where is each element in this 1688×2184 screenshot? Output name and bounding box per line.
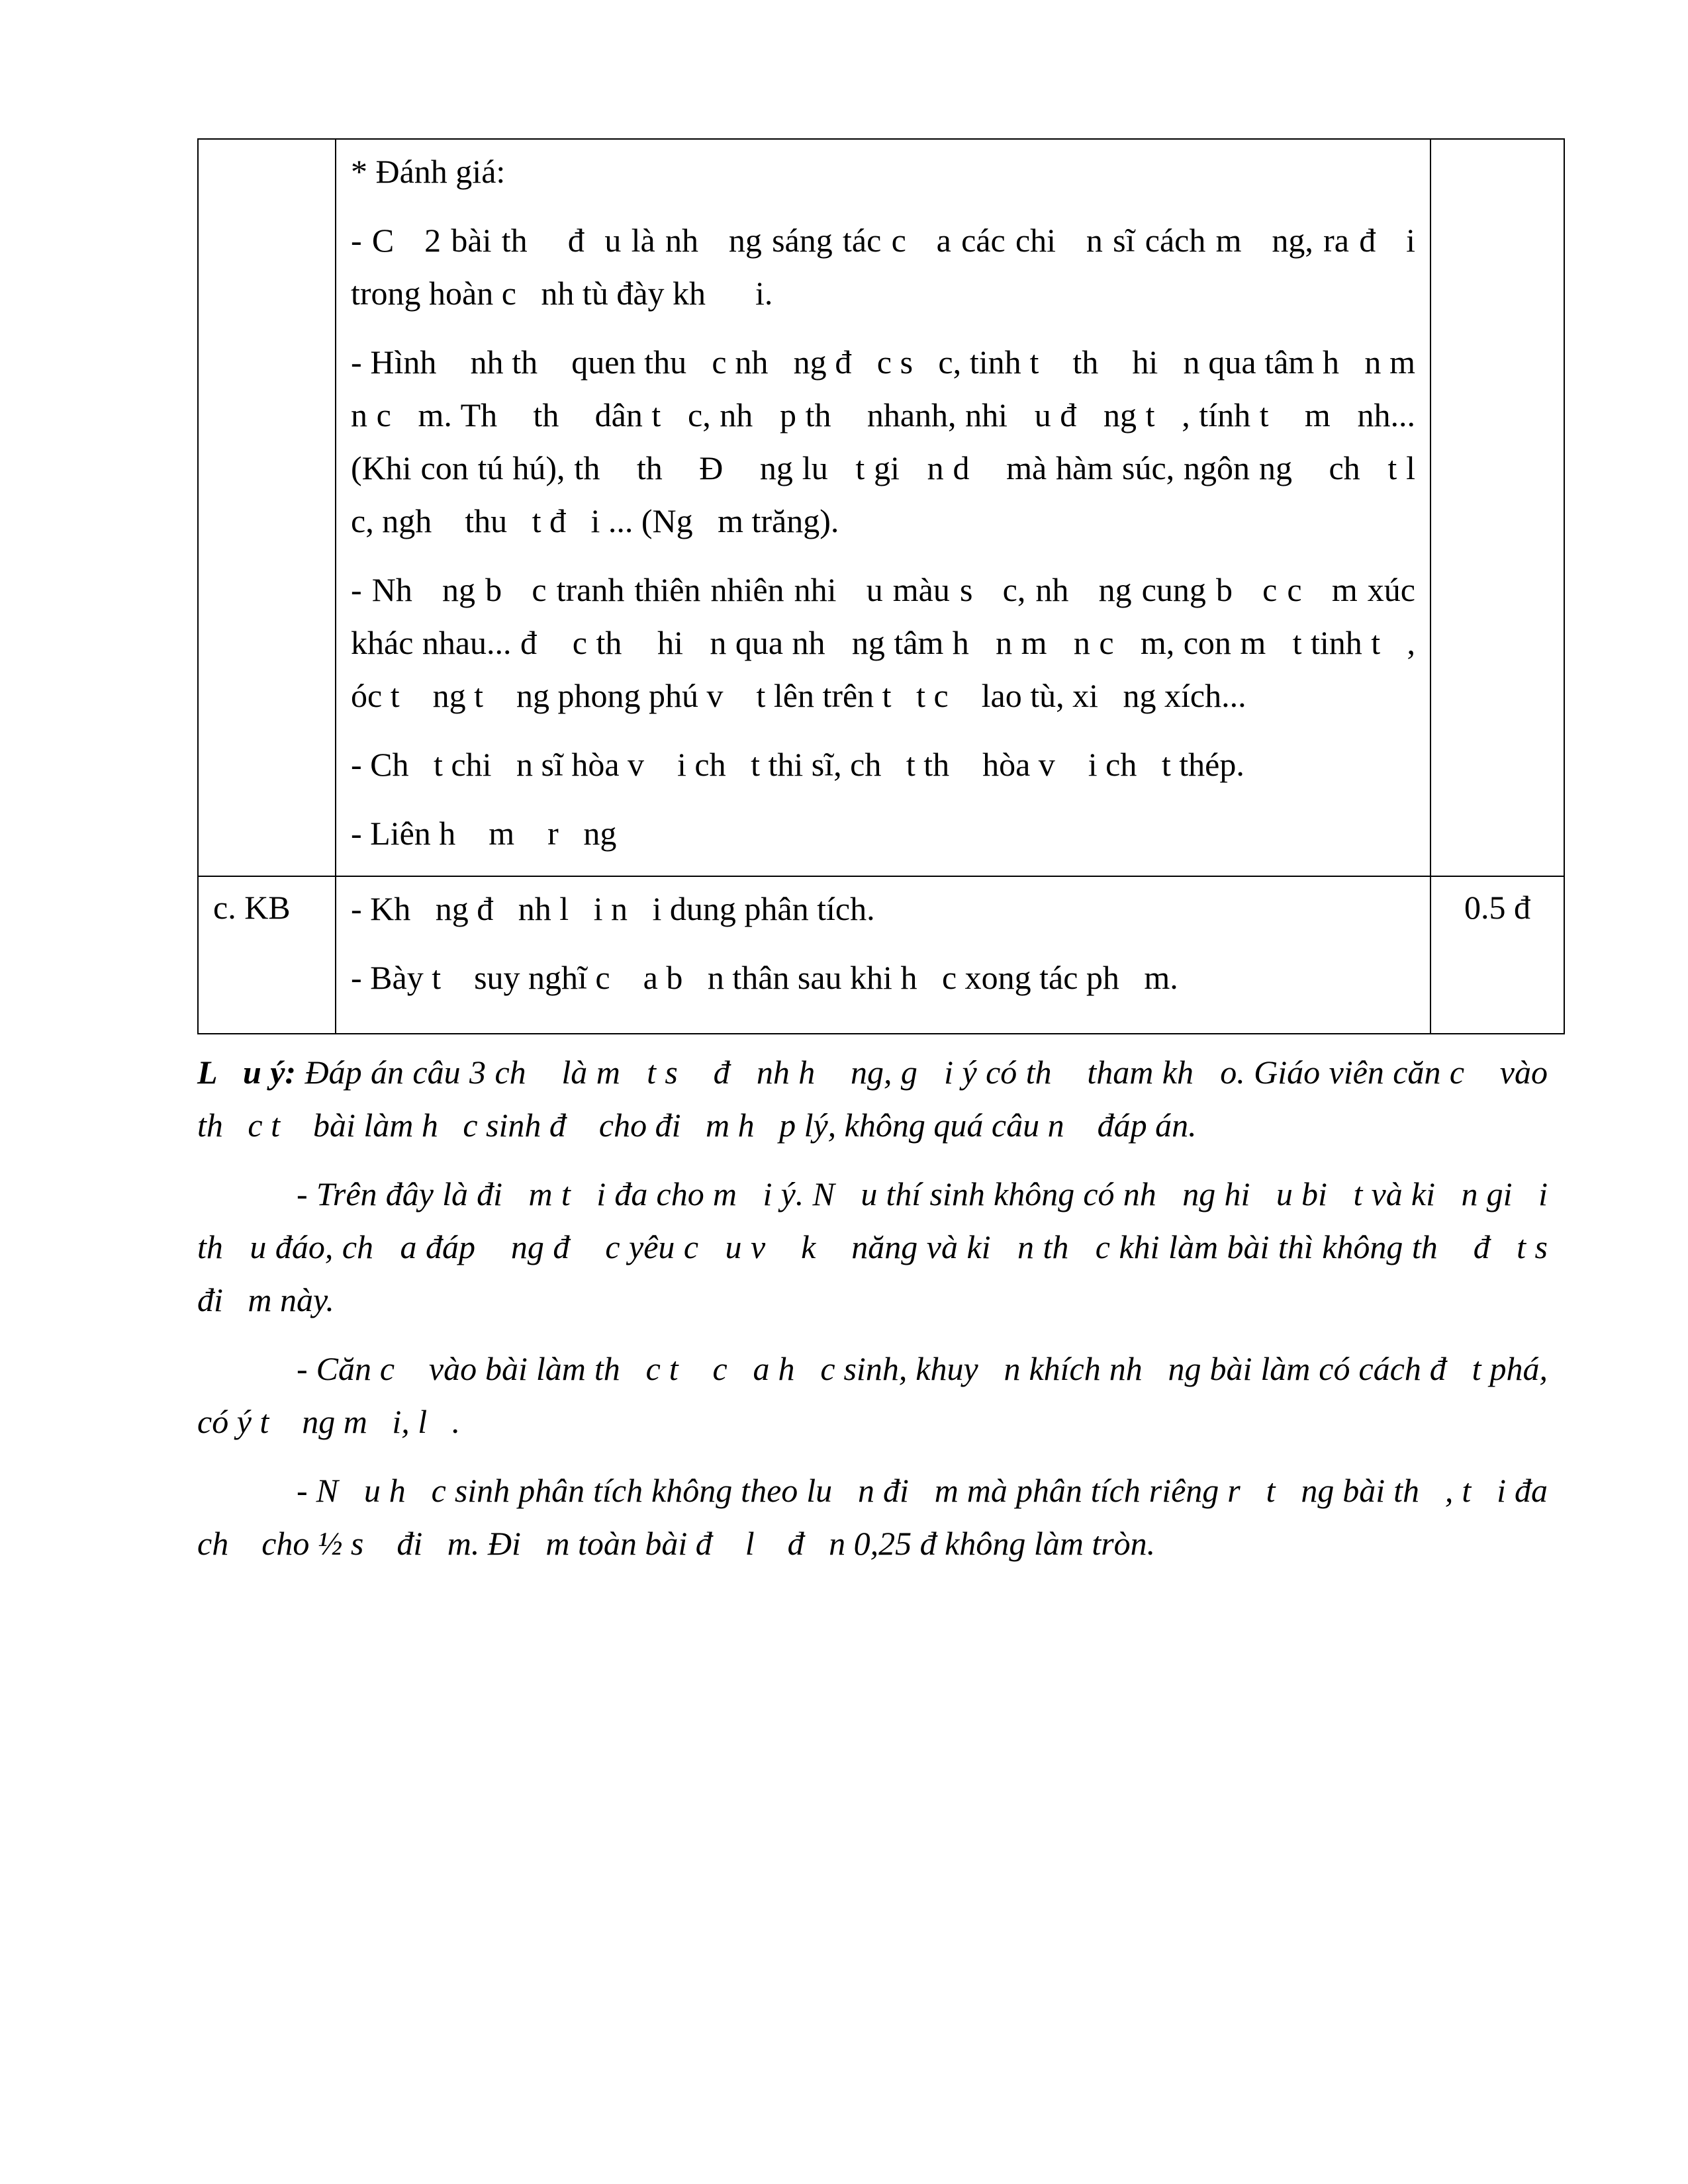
content-cell	[336, 139, 1440, 876]
conclusion-point: - Kh ng đ nh l i n i dung phân tích.	[351, 890, 875, 927]
note-item: - N u h c sinh phân tích không theo lu n đi m mà phân tích riêng r t ng bài th , t i đa ch cho ½ s đi m. Đi m toàn bài đ l đ n 0,25 đ không làm tròn.	[197, 1472, 1556, 1562]
content-block	[336, 877, 1430, 1004]
score-cell	[1430, 876, 1564, 1034]
score-cell	[1430, 139, 1564, 876]
table-row	[198, 876, 1564, 1034]
evaluation-point: - Liên h m r ng	[351, 815, 617, 852]
note-intro-text: Đáp án câu 3 ch là m t s đ nh h ng, g i ý có th tham kh o. Giáo viên căn c vào th c t bài làm h c sinh đ cho đi m h p lý, không quá câu n đáp án.	[197, 1054, 1556, 1144]
evaluation-heading: * Đánh giá:	[351, 153, 506, 190]
content-block	[336, 140, 1440, 860]
evaluation-point: - C 2 bài th đ u là nh ng sáng tác c a các chi n sĩ cách m ng, ra đ i trong hoàn c nh tù đày kh i.	[351, 222, 1424, 312]
row-label-cell	[198, 876, 336, 1034]
note-lead: L u ý:	[197, 1054, 297, 1091]
table-row	[198, 139, 1564, 876]
conclusion-point: - Bày t suy nghĩ c a b n thân sau khi h c xong tác ph m.	[351, 959, 1178, 996]
row-label-cell	[198, 139, 336, 876]
rubric-table	[197, 138, 1565, 1034]
row-label	[199, 140, 335, 144]
score-value	[1431, 140, 1564, 144]
evaluation-point: - Nh ng b c tranh thiên nhiên nhi u màu s c, nh ng cung b c c m xúc khác nhau... đ c th hi n qua nh ng tâm h n m n c m, con m t tinh t , óc t ng t ng phong phú v t lên trên t t c lao tù, xi ng xích...	[351, 571, 1424, 714]
score-value: 0.5 đ	[1464, 889, 1530, 926]
note-intro	[197, 1046, 1556, 1152]
evaluation-point: - Ch t chi n sĩ hòa v i ch t thi sĩ, ch t th hòa v i ch t thép.	[351, 746, 1244, 783]
evaluation-point: - Hình nh th quen thu c nh ng đ c s c, tinh t th hi n qua tâm h n m n c m. Th th dân t c, nh p th nhanh, nhi u đ ng t , tính t m nh... (Khi con tú hú), th th Đ ng lu t gi n d mà hàm súc, ngôn ng ch t l c, ngh thu t đ i ... (Ng m trăng).	[351, 343, 1440, 539]
content-cell	[336, 876, 1430, 1034]
grading-notes	[197, 1046, 1581, 1586]
row-label: c. KB	[213, 889, 291, 926]
note-item: - Căn c vào bài làm th c t c a h c sinh, khuy n khích nh ng bài làm có cách đ t phá, có ý t ng m i, l .	[197, 1350, 1556, 1440]
note-item: - Trên đây là đi m t i đa cho m i ý. N u thí sinh không có nh ng hi u bi t và ki n gi i th u đáo, ch a đáp ng đ c yêu c u v k năng và ki n th c khi làm bài thì không th đ t s đi m này.	[197, 1175, 1581, 1318]
